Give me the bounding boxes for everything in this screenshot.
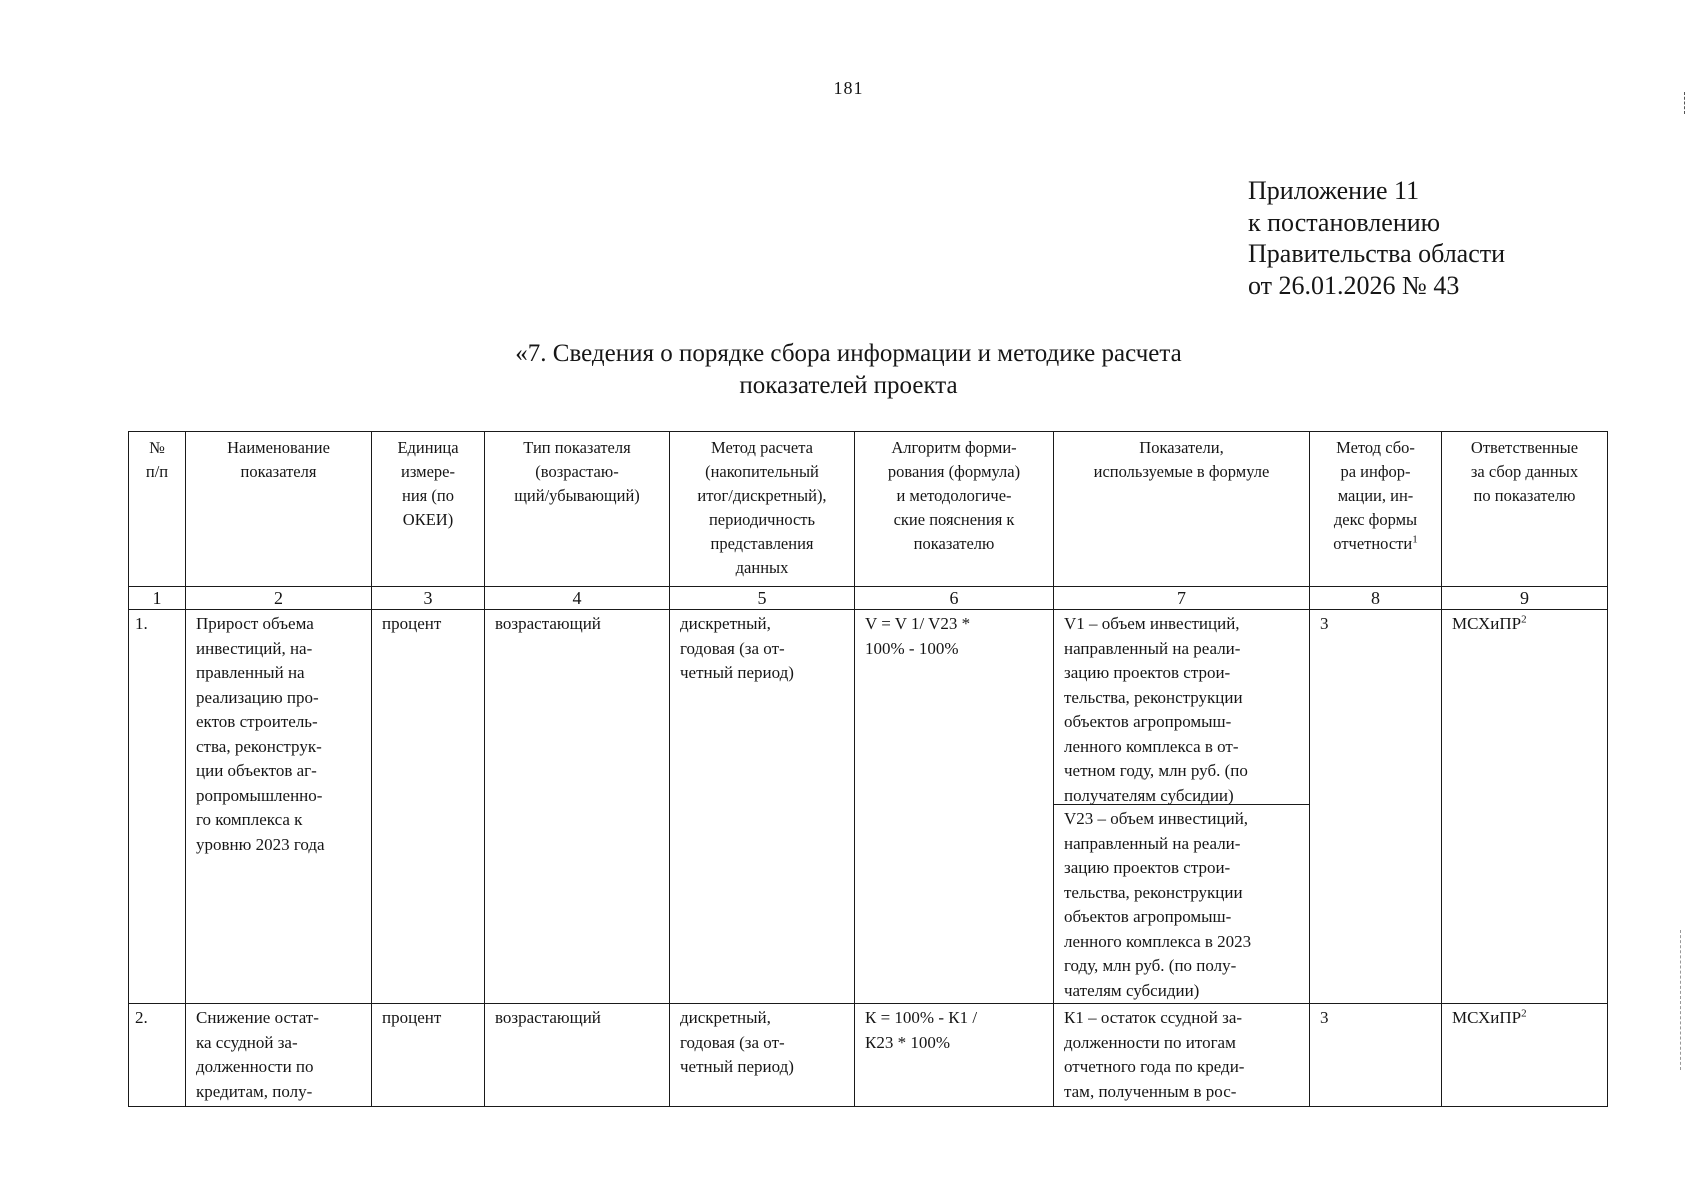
indicator-unit: процент xyxy=(372,1004,485,1107)
footnote-mark: 1 xyxy=(1412,533,1418,546)
indicators-table xyxy=(128,431,1608,1107)
header-cell-collection: Метод сбо- ра инфор- мации, ин- декс формы отчетности$^1$ xyxy=(1310,432,1442,587)
header-cell-num: № п/п xyxy=(129,432,186,587)
formula-indicator-v23: V23 – объем инвестиций, направленный на реали- зацию проектов строи- тельства, реконструкции объектов агропромыш- ленного комплекса в 2023 году, млн руб. (по полу- чателям субсидии) xyxy=(1064,809,1252,1000)
responsible: МСХиПР$^2$ xyxy=(1442,610,1608,1004)
header-cell-name: Наименование показателя xyxy=(186,432,372,587)
column-number: 8 xyxy=(1310,587,1442,610)
annex-block xyxy=(1248,175,1505,301)
calculation-method: дискретный, годовая (за от- четный период) xyxy=(670,1004,855,1107)
column-number: 4 xyxy=(485,587,670,610)
header-cell-type: Тип показателя (возрастаю- щий/убывающий) xyxy=(485,432,670,587)
formula-indicators: К1 – остаток ссудной за- долженности по итогам отчетного года по креди- там, полученным в рос- xyxy=(1054,1004,1310,1107)
annex-line: Правительства области xyxy=(1248,239,1506,268)
annex-line: от 26.01.2026 № 43 xyxy=(1248,270,1460,300)
margin-scan-mark xyxy=(1684,92,1691,114)
header-cell-unit: Единица измере- ния (по ОКЕИ) xyxy=(372,432,485,587)
collection-method: 3 xyxy=(1310,610,1442,1004)
header-cell-algorithm: Алгоритм форми- рования (формула) и методологиче- ские пояснения к показателю xyxy=(855,432,1054,587)
formula-indicators xyxy=(1054,610,1310,1004)
formula-indicator-v1: V1 – объем инвестиций, направленный на реали- зацию проектов строи- тельства, реконструкции объектов агропромыш- ленного комплекса в от- четном году, млн руб. (по получателям субсидии) xyxy=(1054,610,1309,805)
annex-line: к постановлению xyxy=(1248,207,1441,237)
header-cell-method: Метод расчета (накопительный итог/дискретный), периодичность представления данных xyxy=(670,432,855,587)
row-number: 1. xyxy=(129,610,186,1004)
header-cell-responsible: Ответственные за сбор данных по показателю xyxy=(1442,432,1608,587)
column-number: 6 xyxy=(855,587,1054,610)
row-number: 2. xyxy=(129,1004,186,1107)
footnote-mark: 2 xyxy=(1521,1007,1527,1020)
column-number: 9 xyxy=(1442,587,1608,610)
title-line: показателей проекта xyxy=(739,372,958,399)
table-row xyxy=(129,1004,1608,1107)
indicator-type: возрастающий xyxy=(485,1004,670,1107)
title-line: «7. Сведения о порядке сбора информации и методике расчета xyxy=(515,340,1182,367)
page-number: 181 xyxy=(833,78,864,98)
column-number: 5 xyxy=(670,587,855,610)
table-header-row xyxy=(129,432,1608,587)
column-number: 2 xyxy=(186,587,372,610)
margin-scan-mark-lower xyxy=(1680,930,1683,1070)
header-cell-indicators: Показатели, используемые в формуле xyxy=(1054,432,1310,587)
column-number-row xyxy=(129,587,1608,610)
calculation-method: дискретный, годовая (за от- четный период) xyxy=(670,610,855,1004)
collection-method: 3 xyxy=(1310,1004,1442,1107)
indicator-name: Прирост объема инвестиций, на- правленный на реализацию про- ектов строитель- ства, реконструк- ции объектов аг- ропромышленно- го комплекса к уровню 2023 года xyxy=(186,610,372,1004)
footnote-mark: 2 xyxy=(1521,613,1527,626)
formula: К = 100% - К1 / К23 * 100% xyxy=(855,1004,1054,1107)
formula: V = V 1/ V23 * 100% - 100% xyxy=(855,610,1054,1004)
annex-line: Приложение 11 xyxy=(1248,176,1420,205)
table-row xyxy=(129,610,1608,1004)
column-number: 7 xyxy=(1054,587,1310,610)
responsible: МСХиПР$^2$ xyxy=(1442,1004,1608,1107)
indicator-type: возрастающий xyxy=(485,610,670,1004)
column-number: 3 xyxy=(372,587,485,610)
document-title xyxy=(0,338,1697,402)
indicator-unit: процент xyxy=(372,610,485,1004)
indicator-name: Снижение остат- ка ссудной за- долженности по кредитам, полу- xyxy=(186,1004,372,1107)
column-number: 1 xyxy=(129,587,186,610)
